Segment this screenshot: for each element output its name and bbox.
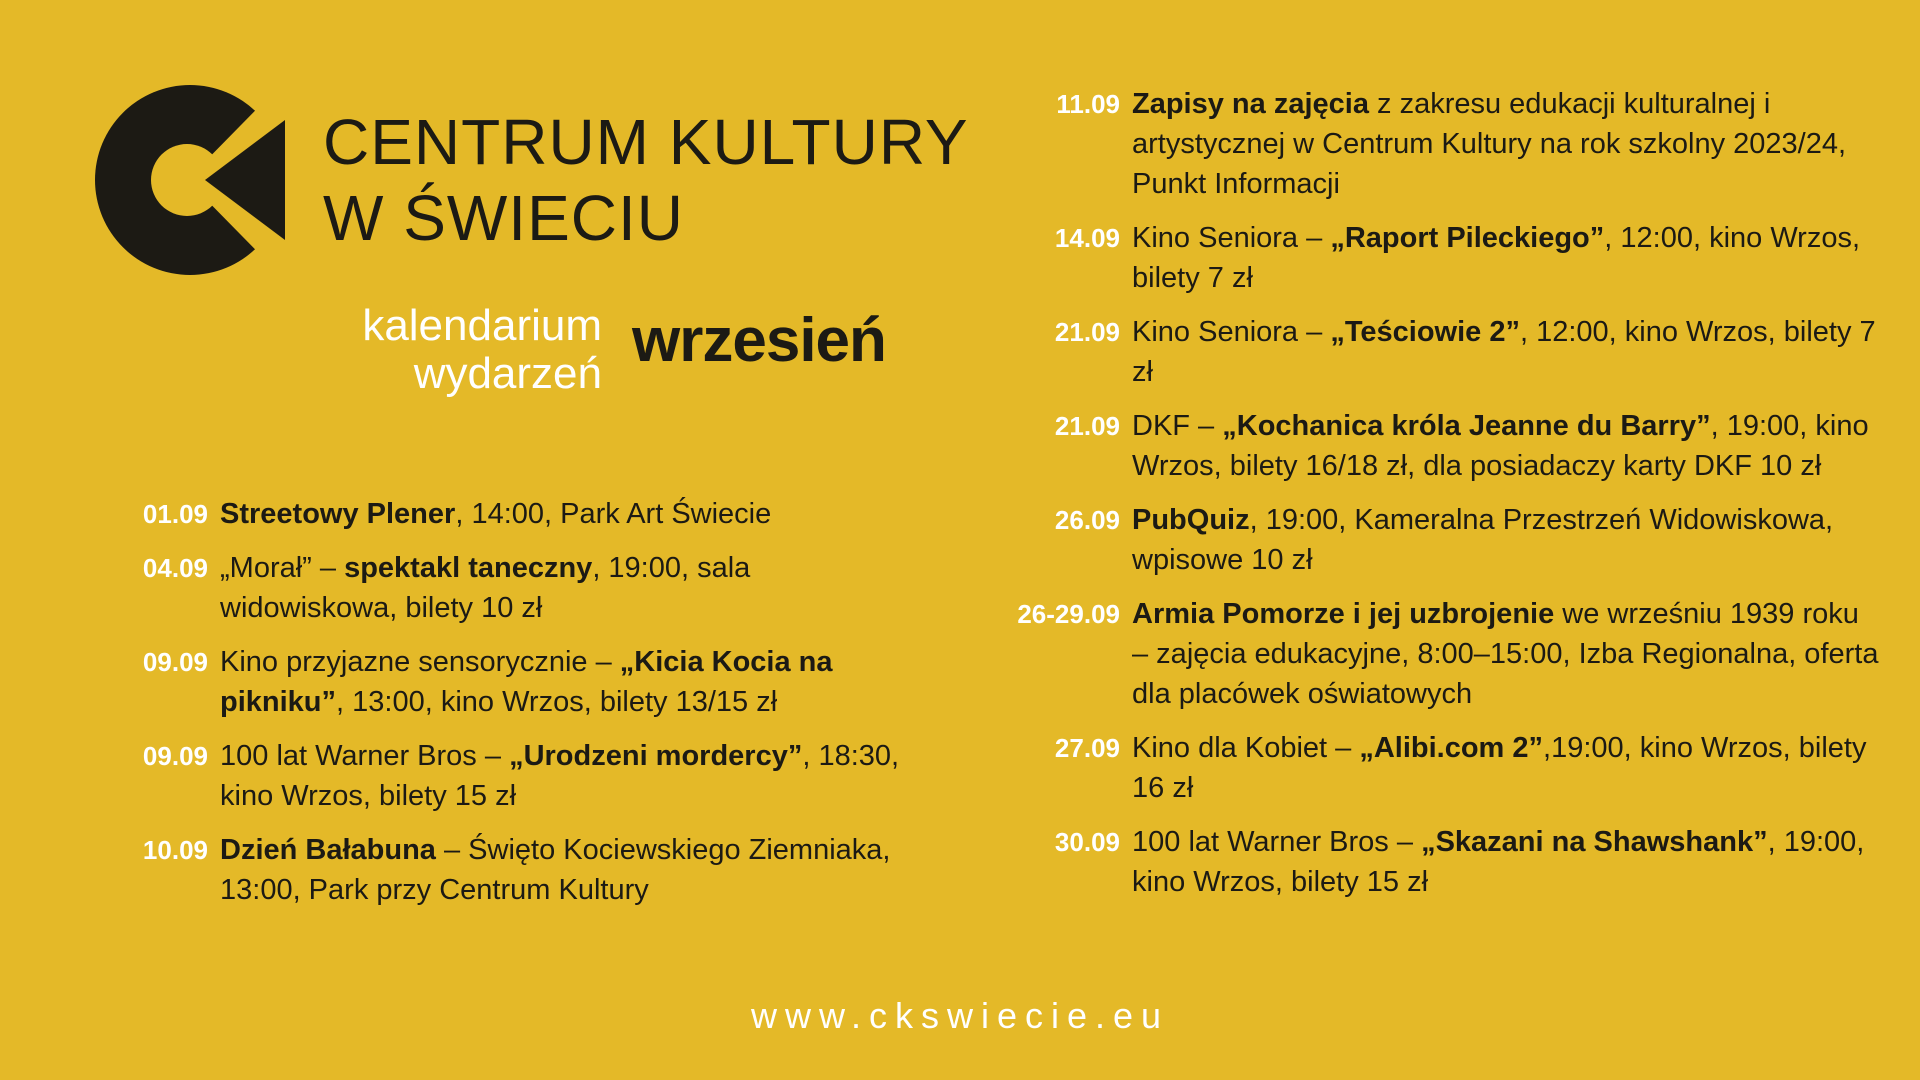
event-title: Dzień Bałabuna — [220, 834, 436, 866]
event-date: 30.09 — [1054, 827, 1120, 857]
event-item — [100, 830, 900, 910]
event-item — [100, 548, 900, 628]
event-detail: – Święto Kociewskiego Ziemniaka, 13:00, Park przy Centrum Kultury — [220, 834, 891, 906]
event-date: 09.09 — [142, 741, 208, 771]
event-description — [1132, 84, 1880, 204]
event-date: 01.09 — [142, 499, 208, 529]
event-detail: , 13:00, kino Wrzos, bilety 13/15 zł — [336, 686, 778, 718]
event-detail: DKF – — [1132, 410, 1223, 442]
event-description — [1132, 500, 1880, 580]
event-detail: „Morał” – — [220, 552, 345, 584]
event-date: 26-29.09 — [1017, 599, 1120, 629]
event-detail: , 19:00, kino Wrzos, bilety 15 zł — [1132, 826, 1865, 898]
events-list-left — [100, 494, 900, 924]
event-detail: , 19:00, kino Wrzos, bilety 16/18 zł, dla posiadaczy karty DKF 10 zł — [1132, 410, 1869, 482]
event-title: spektakl taneczny — [344, 552, 593, 584]
event-date: 04.09 — [142, 553, 208, 583]
event-description — [1132, 312, 1880, 392]
event-title: Armia Pomorze i jej uzbrojenie — [1132, 598, 1555, 630]
event-date: 21.09 — [1054, 411, 1120, 441]
event-title: „Skazani na Shawshank” — [1421, 826, 1768, 858]
event-item — [980, 594, 1880, 714]
event-date: 14.09 — [1054, 223, 1120, 253]
event-title: „Alibi.com 2” — [1359, 732, 1544, 764]
event-title: „Kochanica króla Jeanne du Barry” — [1222, 410, 1711, 442]
event-item — [980, 84, 1880, 204]
event-item — [980, 312, 1880, 392]
event-title: Zapisy na zajęcia — [1132, 88, 1369, 120]
org-name-line1: CENTRUM KULTURY — [323, 106, 969, 178]
event-detail: Kino dla Kobiet – — [1132, 732, 1360, 764]
event-description — [1132, 218, 1880, 298]
calendar-label — [300, 302, 602, 398]
event-title: „Raport Pileckiego” — [1330, 222, 1605, 254]
event-detail: , 14:00, Park Art Świecie — [455, 498, 772, 530]
event-detail: ,19:00, kino Wrzos, bilety 16 zł — [1132, 732, 1867, 804]
event-description — [220, 548, 900, 628]
event-detail: , 18:30, kino Wrzos, bilety 15 zł — [220, 740, 900, 812]
event-title: PubQuiz — [1132, 504, 1250, 536]
event-detail: , 19:00, sala widowiskowa, bilety 10 zł — [220, 552, 751, 624]
event-date: 11.09 — [1056, 89, 1120, 119]
event-detail: 100 lat Warner Bros – — [220, 740, 510, 772]
event-item — [980, 406, 1880, 486]
event-description — [220, 830, 900, 910]
event-description — [1132, 728, 1880, 808]
org-name-line2: W ŚWIECIU — [323, 182, 684, 254]
event-date: 26.09 — [1054, 505, 1120, 535]
event-description — [1132, 594, 1880, 714]
calendar-label-line2: wydarzeń — [413, 349, 602, 398]
calendar-label-line1: kalendarium — [362, 301, 602, 350]
event-date: 10.09 — [142, 835, 208, 865]
events-list-right — [980, 84, 1880, 916]
event-detail: Kino przyjazne sensorycznie – — [220, 646, 620, 678]
ck-logo-icon — [95, 85, 285, 275]
organization-name — [323, 104, 969, 256]
month-title: wrzesień — [632, 306, 886, 375]
event-item — [980, 218, 1880, 298]
event-item — [100, 494, 900, 534]
event-detail: 100 lat Warner Bros – — [1132, 826, 1422, 858]
event-item — [980, 500, 1880, 580]
event-detail: we wrześniu 1939 roku – zajęcia edukacyjne, 8:00–15:00, Izba Regionalna, oferta dla placówek oświatowych — [1132, 598, 1879, 710]
event-description — [1132, 406, 1880, 486]
event-date: 27.09 — [1054, 733, 1120, 763]
event-date: 09.09 — [142, 647, 208, 677]
event-title: „Teściowie 2” — [1330, 316, 1520, 348]
event-item — [100, 736, 900, 816]
event-detail: , 12:00, kino Wrzos, bilety 7 zł — [1132, 222, 1861, 294]
event-title: Streetowy Plener — [220, 498, 456, 530]
event-date: 21.09 — [1054, 317, 1120, 347]
event-description — [1132, 822, 1880, 902]
event-title: „Urodzeni mordercy” — [509, 740, 803, 772]
event-description — [220, 494, 771, 534]
event-detail: Kino Seniora – — [1132, 316, 1331, 348]
website-link[interactable]: www.ckswiecie.eu — [750, 995, 1170, 1036]
event-description — [220, 736, 900, 816]
event-detail: , 12:00, kino Wrzos, bilety 7 zł — [1132, 316, 1876, 388]
event-item — [980, 822, 1880, 902]
event-detail: Kino Seniora – — [1132, 222, 1331, 254]
event-item — [100, 642, 900, 722]
event-description — [220, 642, 900, 722]
event-item — [980, 728, 1880, 808]
event-detail: z zakresu edukacji kulturalnej i artystycznej w Centrum Kultury na rok szkolny 2023/24, Punkt Informacji — [1132, 88, 1847, 200]
event-detail: , 19:00, Kameralna Przestrzeń Widowiskowa, wpisowe 10 zł — [1132, 504, 1834, 576]
event-title: „Kicia Kocia na pikniku” — [220, 646, 833, 718]
